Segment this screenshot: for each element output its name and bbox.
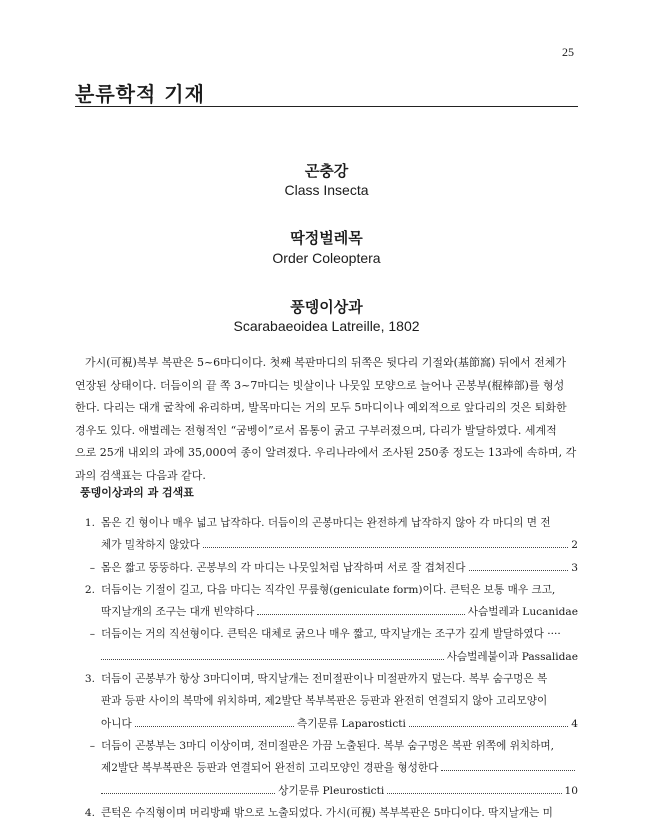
- key-number: 2.: [84, 583, 95, 596]
- order-title-ko: 딱정벌레목: [290, 229, 363, 247]
- class-title-ko: 곤충강: [304, 162, 349, 180]
- superfamily-title-ko: 풍뎅이상과: [290, 298, 363, 316]
- body-line: 연장된 상태이다. 더듬이의 끝 쪽 3~7마디는 빗살이나 나뭇잎 모양으로 늘어나 곤봉부(棍棒部)를 형성: [75, 378, 565, 392]
- key-entry: [75, 802, 578, 824]
- key-line: 더듬이 곤봉부가 항상 3마디이며, 딱지날개는 전미절판이나 미절판까지 덮는다. 복부 숨구멍은 복: [101, 673, 548, 686]
- description-paragraph: [75, 352, 578, 488]
- body-line: 한다. 다리는 대개 굴착에 유리하며, 발목마디는 거의 모두 5마디이나 예외적으로 앞다리의 것은 퇴화한: [75, 401, 567, 415]
- key-entry: [75, 668, 578, 735]
- key-line: 아니다: [101, 717, 132, 730]
- body-line: 경우도 있다. 애벌레는 전형적인 “굼벵이”로서 몸통이 굵고 구부러졌으며, 다리가 발달하였다. 세계적: [75, 423, 557, 437]
- key-number: –: [89, 561, 95, 574]
- identification-key: [75, 512, 578, 824]
- key-target: 3: [571, 561, 578, 574]
- key-line: 판과 등판 사이의 복막에 위치하며, 제2발단 복부복판은 등판과 완전히 연결되지 않아 고리모양이: [101, 695, 548, 708]
- key-target: 4: [571, 717, 578, 730]
- key-entry: [75, 735, 578, 802]
- key-target: 사슴벌레붙이과 Passalidae: [446, 650, 578, 663]
- key-number: 3.: [84, 673, 95, 686]
- body-line: 과의 검색표는 다음과 같다.: [75, 468, 206, 482]
- class-title-en: Class Insecta: [284, 182, 369, 198]
- key-entry: [75, 623, 578, 668]
- key-line: 제2발단 복부복판은 등판과 연결되어 완전히 고리모양인 경판을 형성한다: [101, 762, 439, 775]
- key-target: 상기문류 Pleurosticti: [278, 784, 385, 797]
- superfamily-title-en: Scarabaeoidea Latreille, 1802: [233, 318, 420, 334]
- key-line: 큰턱은 수직형이며 머리방패 밖으로 노출되었다. 가시(可視) 복부복판은 5마디이다. 딱지날개는 미: [101, 806, 553, 819]
- key-target: 2: [571, 539, 578, 552]
- key-entry: [75, 512, 578, 557]
- page-number: 25: [562, 45, 574, 59]
- key-number: 1.: [84, 517, 95, 529]
- key-entry: [75, 557, 578, 579]
- key-number: –: [89, 739, 95, 752]
- key-line: 몸은 긴 형이나 매우 넓고 납작하다. 더듬이의 곤봉마디는 완전하게 납작하지 않아 각 마디의 면 전: [101, 517, 551, 529]
- key-line: 더듬이는 기절이 길고, 다음 마디는 직각인 무릎형(geniculate form)이다. 큰턱은 보통 매우 크고,: [101, 583, 556, 596]
- order-title-en: Order Coleoptera: [272, 250, 381, 266]
- key-number: –: [89, 628, 95, 641]
- key-line: 몸은 짧고 뚱뚱하다. 곤봉부의 각 마디는 나뭇잎처럼 납작하며 서로 잘 겹쳐진다: [101, 561, 466, 574]
- key-target: 측기문류 Laparosticti: [297, 717, 406, 730]
- key-target: 10: [564, 784, 578, 797]
- key-line: 더듬이 곤봉부는 3마디 이상이며, 전미절판은 가끔 노출된다. 복부 숨구멍은 복판 위쪽에 위치하며,: [101, 739, 554, 752]
- key-heading: 풍뎅이상과의 과 검색표: [80, 486, 194, 499]
- key-line: 더듬이는 거의 직선형이다. 큰턱은 대체로 굵으나 매우 짧고, 딱지날개는 조구가 깊게 발달하였다 ····: [101, 628, 561, 641]
- chapter-rule: [75, 106, 578, 107]
- key-entry: [75, 579, 578, 624]
- key-target: 사슴벌레과 Lucanidae: [467, 606, 578, 619]
- key-line: 체가 밀착하지 않았다: [101, 539, 200, 552]
- body-line: 가시(可視)복부 복판은 5~6마디이다. 첫째 복판마디의 뒤쪽은 뒷다리 기절와(基節窩) 뒤에서 전체가: [85, 356, 567, 369]
- body-line: 으로 25개 내외의 과에 35,000여 종이 알려졌다. 우리나라에서 조사된 250종 정도는 13과에 속하며, 각: [75, 446, 577, 460]
- key-number: 4.: [84, 806, 95, 819]
- key-line: 딱지날개의 조구는 대개 빈약하다: [101, 606, 255, 619]
- chapter-title: 분류학적 기재: [75, 82, 205, 106]
